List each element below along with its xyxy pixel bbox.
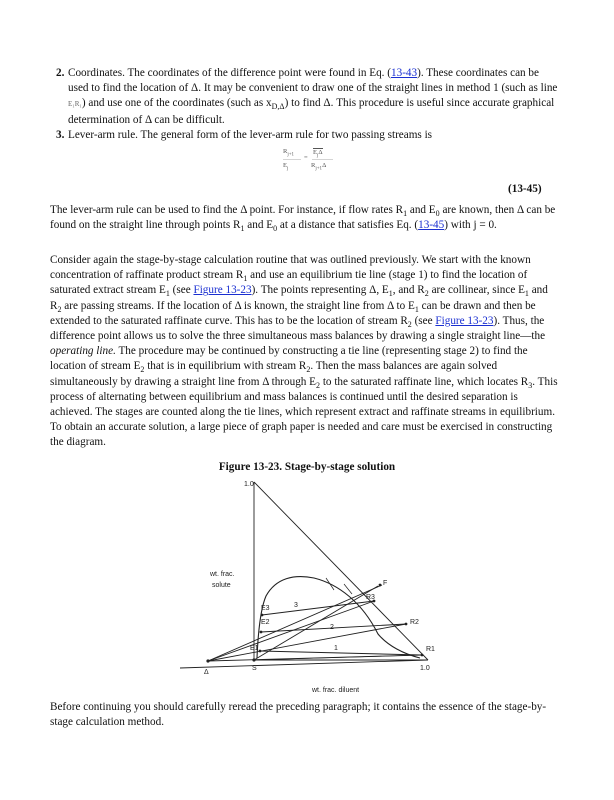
- label-f: F: [383, 580, 388, 587]
- fraction-bars: [283, 159, 333, 160]
- equals-sign: =: [304, 154, 308, 161]
- figure-link-13-23-second[interactable]: Figure 13-23: [435, 314, 494, 327]
- label-stage-2: 2: [330, 624, 334, 631]
- hypotenuse: [254, 482, 428, 660]
- stage-by-stage-diagram: [166, 474, 446, 698]
- label-s: S: [252, 665, 257, 672]
- label-y-top: 1.0: [244, 481, 254, 488]
- list-number: 3.: [56, 128, 65, 141]
- paragraph-closing: Before continuing you should carefully reread the preceding paragraph; it contains the essence of the stage-by-stage calculation method.: [50, 701, 547, 729]
- eq-link-13-45[interactable]: 13-45: [418, 219, 445, 232]
- label-stage-1: 1: [334, 645, 338, 652]
- label-y-axis-2: solute: [212, 582, 231, 589]
- feed-line: [254, 586, 378, 660]
- figure-link-13-23[interactable]: Figure 13-23: [193, 284, 252, 297]
- lever-arm-equation: $R_{j+1}$ $E_j\Delta$ = $E_j$ $R_{j+1}\Delta$: [283, 148, 333, 178]
- tie-line-1: [260, 651, 422, 655]
- operating-line-term: operating line.: [50, 345, 116, 358]
- label-e1: E1: [250, 645, 259, 652]
- inline-line-label: E₁R₁: [68, 100, 82, 109]
- paragraph-lever-arm-usage: The lever-arm rule can be used to find the Δ point. For instance, if flow rates $R_1$ and $E_0$ are known, then Δ can be found on the straight line through points $R_1$ and $E_0$ at a distance that satisfies Eq. (13-45) with j = 0.: [50, 204, 556, 234]
- label-r3: R3: [366, 594, 375, 601]
- label-r1: R1: [426, 646, 435, 653]
- eq-link-13-43[interactable]: 13-43: [391, 67, 418, 79]
- label-r2: R2: [410, 619, 419, 626]
- list-item-lever-arm: 3. Lever-arm rule. The general form of the lever-arm rule for two passing streams is: [56, 128, 561, 143]
- list-item-coordinates: 2. Coordinates. The coordinates of the difference point were found in Eq. (13-43). These coordinates can be used to find the location of Δ. It may be convenient to draw one of the straight lines in method 1 (such as line E₁R₁) and use one of the coordinates (such as $x_{D,\Delta}$) to find Δ. This procedure is useful since accurate graphical determination of Δ can be difficult.: [56, 67, 558, 126]
- label-x-right: 1.0: [420, 665, 430, 672]
- equation-number: (13-45): [508, 183, 542, 195]
- label-x-axis: wt. frac. diluent: [312, 687, 360, 694]
- paragraph-stage-by-stage: Consider again the stage-by-stage calculation routine that was outlined previously. We start with the known concentration of raffinate product stream $R_1$ and use an equilibrium tie line (stage 1) to find the location of saturated extract stream $E_1$ (see Figure 13-23). The points representing Δ, $E_1$, and $R_2$ are collinear, since $E_1$ and $R_2$ are passing streams. If the location of Δ is known, the straight line from Δ to $E_1$ can be drawn and then be extended to the saturated raffinate curve. This has to be the location of stream $R_2$ (see Figure 13-23). Thus, the difference point allows us to solve the three simultaneous mass balances by drawing a single straight line—the operating line. The procedure may be continued by constructing a tie line (representing stage 2) to find the location of stream $E_2$ that is in equilibrium with stream $R_2$. Then the mass balances are again solved simultaneously by drawing a straight line from Δ through $E_2$ to the saturated raffinate line, which locates $R_3$. This process of alternating between equilibrium and mass balances is continued until the desired separation is achieved. The stages are counted along the tie lines, which represent extract and raffinate streams in equilibrium. To obtain an accurate solution, a large piece of graph paper is needed and care must be exercised in constructing the diagram.: [50, 254, 558, 449]
- list-number: 2.: [56, 67, 65, 79]
- label-delta: Δ: [204, 669, 209, 676]
- numbered-list: [56, 66, 561, 143]
- label-y-axis-1: wt. frac.: [210, 571, 235, 578]
- operating-line-f: [208, 585, 382, 661]
- figure-caption: Figure 13-23. Stage-by-stage solution: [218, 461, 396, 473]
- solubility-curve: [257, 577, 420, 658]
- label-e2: E2: [261, 619, 270, 626]
- label-e3: E3: [261, 605, 270, 612]
- operating-line-base: [180, 660, 428, 668]
- label-stage-3: 3: [294, 602, 298, 609]
